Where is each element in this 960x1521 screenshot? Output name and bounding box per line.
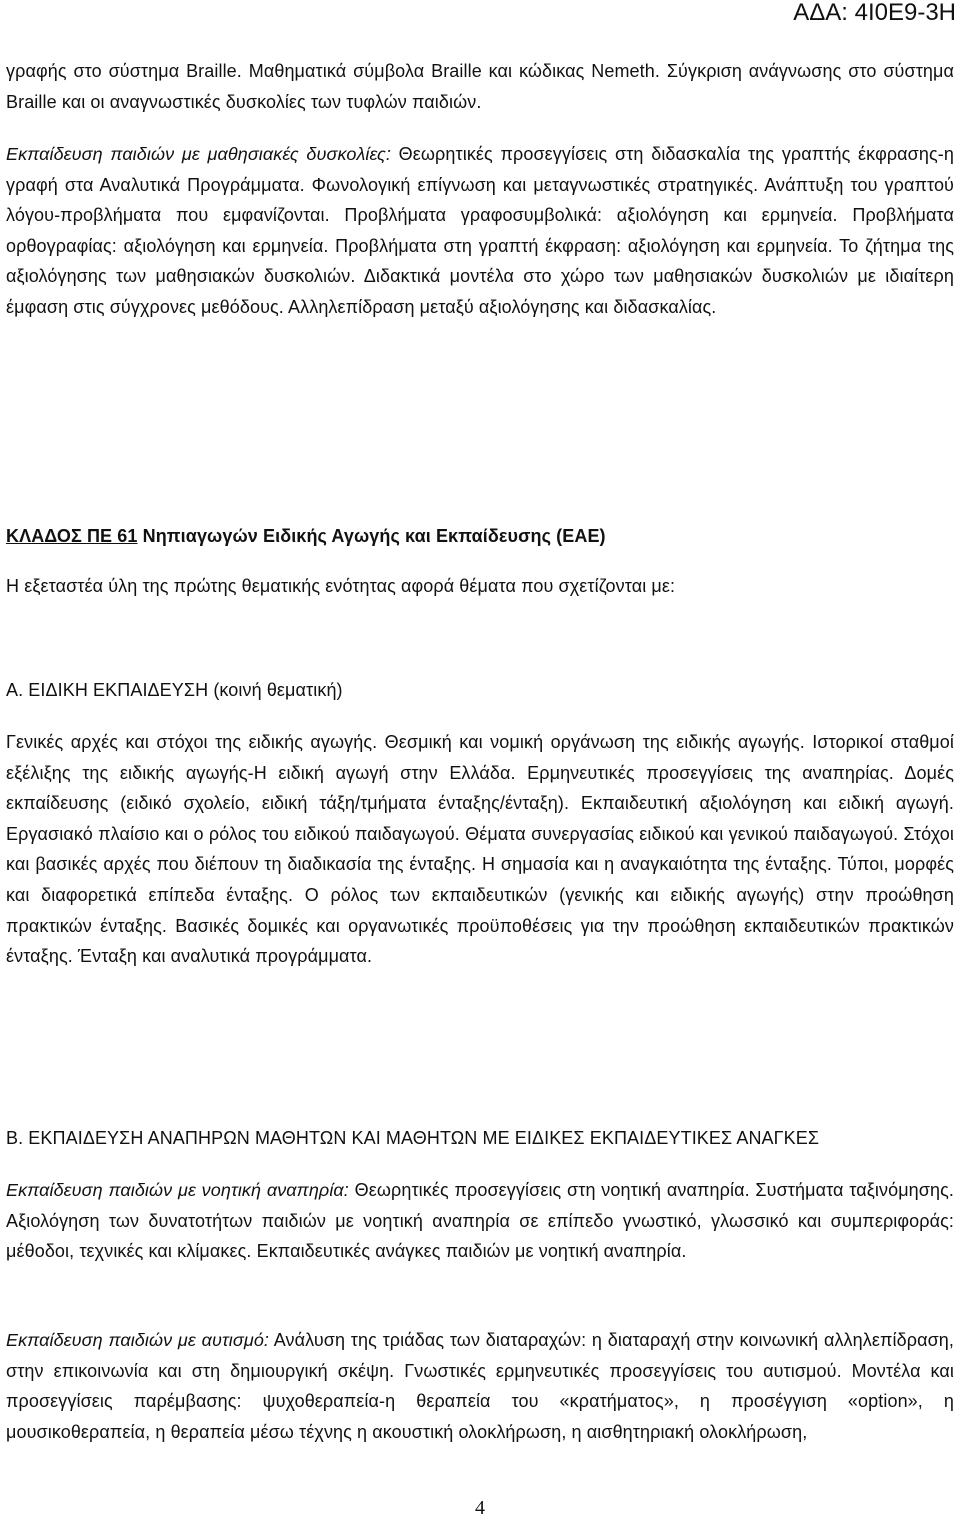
klados-title: Νηπιαγωγών Ειδικής Αγωγής και Εκπαίδευσης (ΕΑΕ) [137,526,606,546]
braille-paragraph: γραφής στο σύστημα Braille. Μαθηματικά σύμβολα Braille και κώδικας Nemeth. Σύγκριση ανάγνωσης στο σύστημα Braille και οι αναγνωστικές δυσκολίες των τυφλών παιδιών. [6,61,954,112]
learning-difficulties-text: Θεωρητικές προσεγγίσεις στη διδασκαλία της γραπτής έκφρασης-η γραφή στα Αναλυτικά Προγράμματα. Φωνολογική επίγνωση και μεταγνωστικές στρατηγικές. Ανάπτυξη του γραπτού λόγου-προβλήματα που εμφανίζονται. Προβλήματα γραφοσυμβολικά: αξιολόγηση και ερμηνεία. Προβλήματα ορθογραφίας: αξιολόγηση και ερμηνεία. Προβλήματα στη γραπτή έκφραση: αξιολόγηση και ερμηνεία. Το ζήτημα της αξιολόγησης των μαθησιακών δυσκολιών. Διδακτικά μοντέλα στο χώρο των μαθησιακών δυσκολιών με ιδιαίτερη έμφαση στις σύγχρονες μεθόδους. Αλληλεπίδραση μεταξύ αξιολόγησης και διδασκαλίας. [6,144,954,317]
document-page [6,0,954,1521]
klados-heading [6,521,954,552]
section-a-body: Γενικές αρχές και στόχοι της ειδικής αγωγής. Θεσμική και νομική οργάνωση της ειδικής αγωγής. Ιστορικοί σταθμοί εξέλιξης της ειδικής αγωγής-Η ειδική αγωγή στην Ελλάδα. Ερμηνευτικές προσεγγίσεις της αναπηρίας. Δομές εκπαίδευσης (ειδικό σχολείο, ειδική τάξη/τμήματα ένταξης/ένταξη). Εκπαιδευτική αξιολόγηση και ειδική αγωγή. Εργασιακό πλαίσιο και ο ρόλος του ειδικού παιδαγωγού. Θέματα συνεργασίας ειδικού και γενικού παιδαγωγού. Στόχοι και βασικές αρχές που διέπουν τη διαδικασία της ένταξης. Η σημασία και η αναγκαιότητα της ένταξης. Τύποι, μορφές και διαφορετικά επίπεδα ένταξης. Ο ρόλος των εκπαιδευτικών (γενικής και ειδικής αγωγής) στην προώθηση πρακτικών ένταξης. Βασικές δομικές και οργανωτικές προϋποθέσεις για την προώθηση εκπαιδευτικών πρακτικών ένταξης. Ένταξη και αναλυτικά προγράμματα. [6,732,954,967]
autism-heading: Εκπαίδευση παιδιών με αυτισμό: [6,1330,270,1350]
mental-disability-heading: Εκπαίδευση παιδιών με νοητική αναπηρία: [6,1180,349,1200]
klados-code: ΚΛΑΔΟΣ ΠΕ 61 [6,526,138,546]
autism-text: Ανάλυση της τριάδας των διαταραχών: η διαταραχή στην κοινωνική αλληλεπίδραση, στην επικοινωνία και στη δημιουργική σκέψη. Γνωστικές ερμηνευτικές προσεγγίσεις του αυτισμού. Μοντέλα και προσεγγίσεις παρέμβασης: ψυχοθεραπεία-η θεραπεία του «κρατήματος», η προσέγγιση «option», η μουσικοθεραπεία, η θεραπεία μέσω τέχνης η ακουστική ολοκλήρωση, η αισθητηριακή ολοκλήρωση, [6,1330,954,1442]
section-a-heading: Α. ΕΙΔΙΚΗ ΕΚΠΑΙΔΕΥΣΗ (κοινή θεματική) [6,680,343,700]
intro-paragraph: Η εξεταστέα ύλη της πρώτης θεματικής ενότητας αφορά θέματα που σχετίζονται με: [6,576,676,596]
mental-disability-paragraph [6,1175,954,1267]
learning-difficulties-paragraph [6,139,954,323]
ada-code: ΑΔΑ: 4Ι0Ε9-3Η [793,0,956,26]
mental-disability-text: Θεωρητικές προσεγγίσεις στη νοητική αναπηρία. Συστήματα ταξινόμησης. Αξιολόγηση των δυνατοτήτων παιδιών με νοητική αναπηρία σε επίπεδο γνωστικό, γλωσσικό και συμπεριφοράς: μέθοδοι, τεχνικές και κλίμακες. Εκπαιδευτικές ανάγκες παιδιών με νοητική αναπηρία. [6,1180,954,1262]
learning-difficulties-heading: Εκπαίδευση παιδιών με μαθησιακές δυσκολίες: [6,144,391,164]
page-number: 4 [475,1497,485,1519]
autism-paragraph [6,1325,954,1447]
section-b-heading: Β. ΕΚΠΑΙΔΕΥΣΗ ΑΝΑΠΗΡΩΝ ΜΑΘΗΤΩΝ ΚΑΙ ΜΑΘΗΤΩΝ ΜΕ ΕΙΔΙΚΕΣ ΕΚΠΑΙΔΕΥΤΙΚΕΣ ΑΝΑΓΚΕΣ [6,1128,820,1148]
